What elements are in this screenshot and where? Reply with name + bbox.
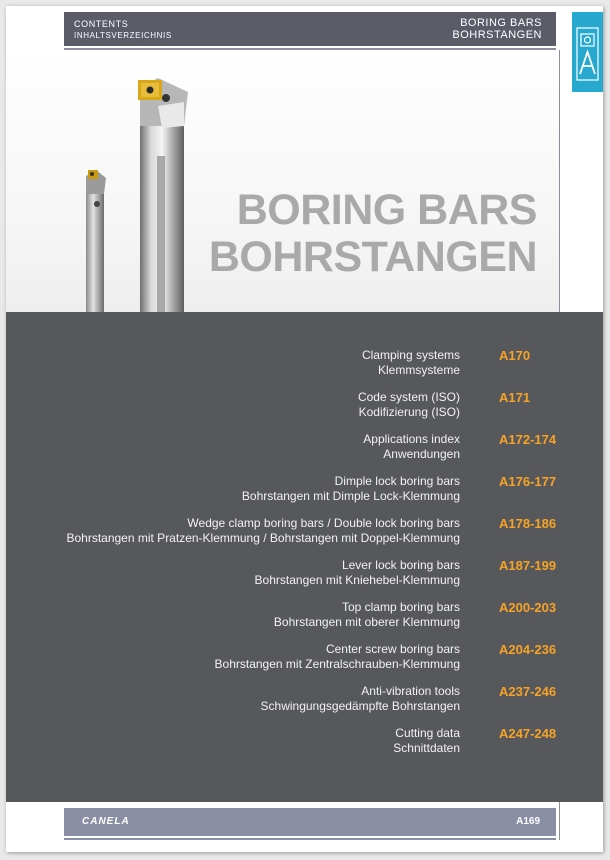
toc-item-page[interactable]: A247-248 [499, 726, 557, 741]
toc-item-de: Kodifizierung (ISO) [358, 405, 460, 419]
section-tab [572, 12, 603, 92]
toc-item-page[interactable]: A170 [499, 348, 531, 363]
toc-item-text [274, 600, 460, 630]
toc-item-en: Applications index [363, 432, 460, 446]
toc-item[interactable] [6, 600, 603, 634]
toc-item-page[interactable]: A176-177 [499, 474, 557, 489]
toc-item[interactable] [6, 474, 603, 508]
toc-item-page[interactable]: A200-203 [499, 600, 557, 615]
toc-item-text [358, 390, 460, 420]
toc-item-de: Bohrstangen mit oberer Klemmung [273, 615, 460, 629]
toc-item-en: Code system (ISO) [357, 390, 460, 404]
toc-item-en: Lever lock boring bars [341, 558, 460, 572]
header-contents-label: CONTENTS [74, 19, 129, 29]
toc-item-text [362, 348, 460, 378]
boring-bars-photo [66, 66, 196, 316]
boring-bar-pictogram-icon [575, 26, 600, 82]
header-section-title-de: BOHRSTANGEN [452, 29, 542, 41]
footer-bar [64, 808, 556, 836]
toc-item-en: Top clamp boring bars [341, 600, 460, 614]
footer-underline [64, 838, 556, 840]
page-title [209, 187, 537, 281]
catalog-page [6, 6, 603, 852]
page-number: A169 [516, 816, 540, 827]
toc-item[interactable] [6, 642, 603, 676]
toc-item-de: Anwendungen [383, 447, 460, 461]
toc-item-page[interactable]: A237-246 [499, 684, 557, 699]
toc-item-de: Bohrstangen mit Pratzen-Klemmung / Bohrstangen mit Doppel-Klemmung [66, 531, 460, 545]
toc-item[interactable] [6, 516, 603, 550]
header-section-title: BORING BARS [460, 17, 542, 29]
header-bar [64, 12, 556, 46]
toc-item-text [363, 432, 460, 462]
page-title-en: BORING BARS [236, 186, 537, 234]
toc-item[interactable] [6, 390, 603, 424]
toc-item-text [215, 642, 460, 672]
header-contents-label-de: INHALTSVERZEICHNIS [74, 31, 172, 40]
toc-item-page[interactable]: A187-199 [499, 558, 557, 573]
toc-item[interactable] [6, 348, 603, 382]
toc-item[interactable] [6, 684, 603, 718]
toc-item-text [242, 474, 460, 504]
toc-item-en: Center screw boring bars [325, 642, 460, 656]
toc-item-text [255, 558, 460, 588]
toc-item-de: Schnittdaten [393, 741, 460, 755]
toc-item-en: Clamping systems [361, 348, 460, 362]
toc-item[interactable] [6, 726, 603, 760]
toc-item-text [66, 516, 460, 546]
toc-item-text [261, 684, 460, 714]
toc-item-de: Bohrstangen mit Zentralschrauben-Klemmung [214, 657, 460, 671]
toc-item-en: Anti-vibration tools [361, 684, 460, 698]
toc-item-de: Schwingungsgedämpfte Bohrstangen [260, 699, 460, 713]
toc-item-page[interactable]: A178-186 [499, 516, 557, 531]
toc-item[interactable] [6, 558, 603, 592]
toc-item-en: Dimple lock boring bars [334, 474, 460, 488]
toc-item-de: Bohrstangen mit Dimple Lock-Klemmung [241, 489, 460, 503]
toc-item-page[interactable]: A204-236 [499, 642, 557, 657]
toc-item-en: Cutting data [395, 726, 460, 740]
toc-item-page[interactable]: A171 [499, 390, 531, 405]
brand-logo: CANELA [82, 816, 130, 827]
header-left [74, 19, 172, 41]
toc-item[interactable] [6, 432, 603, 466]
toc-item-de: Klemmsysteme [377, 363, 460, 377]
toc-item-page[interactable]: A172-174 [499, 432, 557, 447]
toc-item-de: Bohrstangen mit Kniehebel-Klemmung [254, 573, 460, 587]
page-title-de: BOHRSTANGEN [208, 233, 537, 281]
header-right [452, 17, 542, 41]
toc-item-text [393, 726, 460, 756]
toc-item-en: Wedge clamp boring bars / Double lock boring bars [187, 516, 460, 530]
